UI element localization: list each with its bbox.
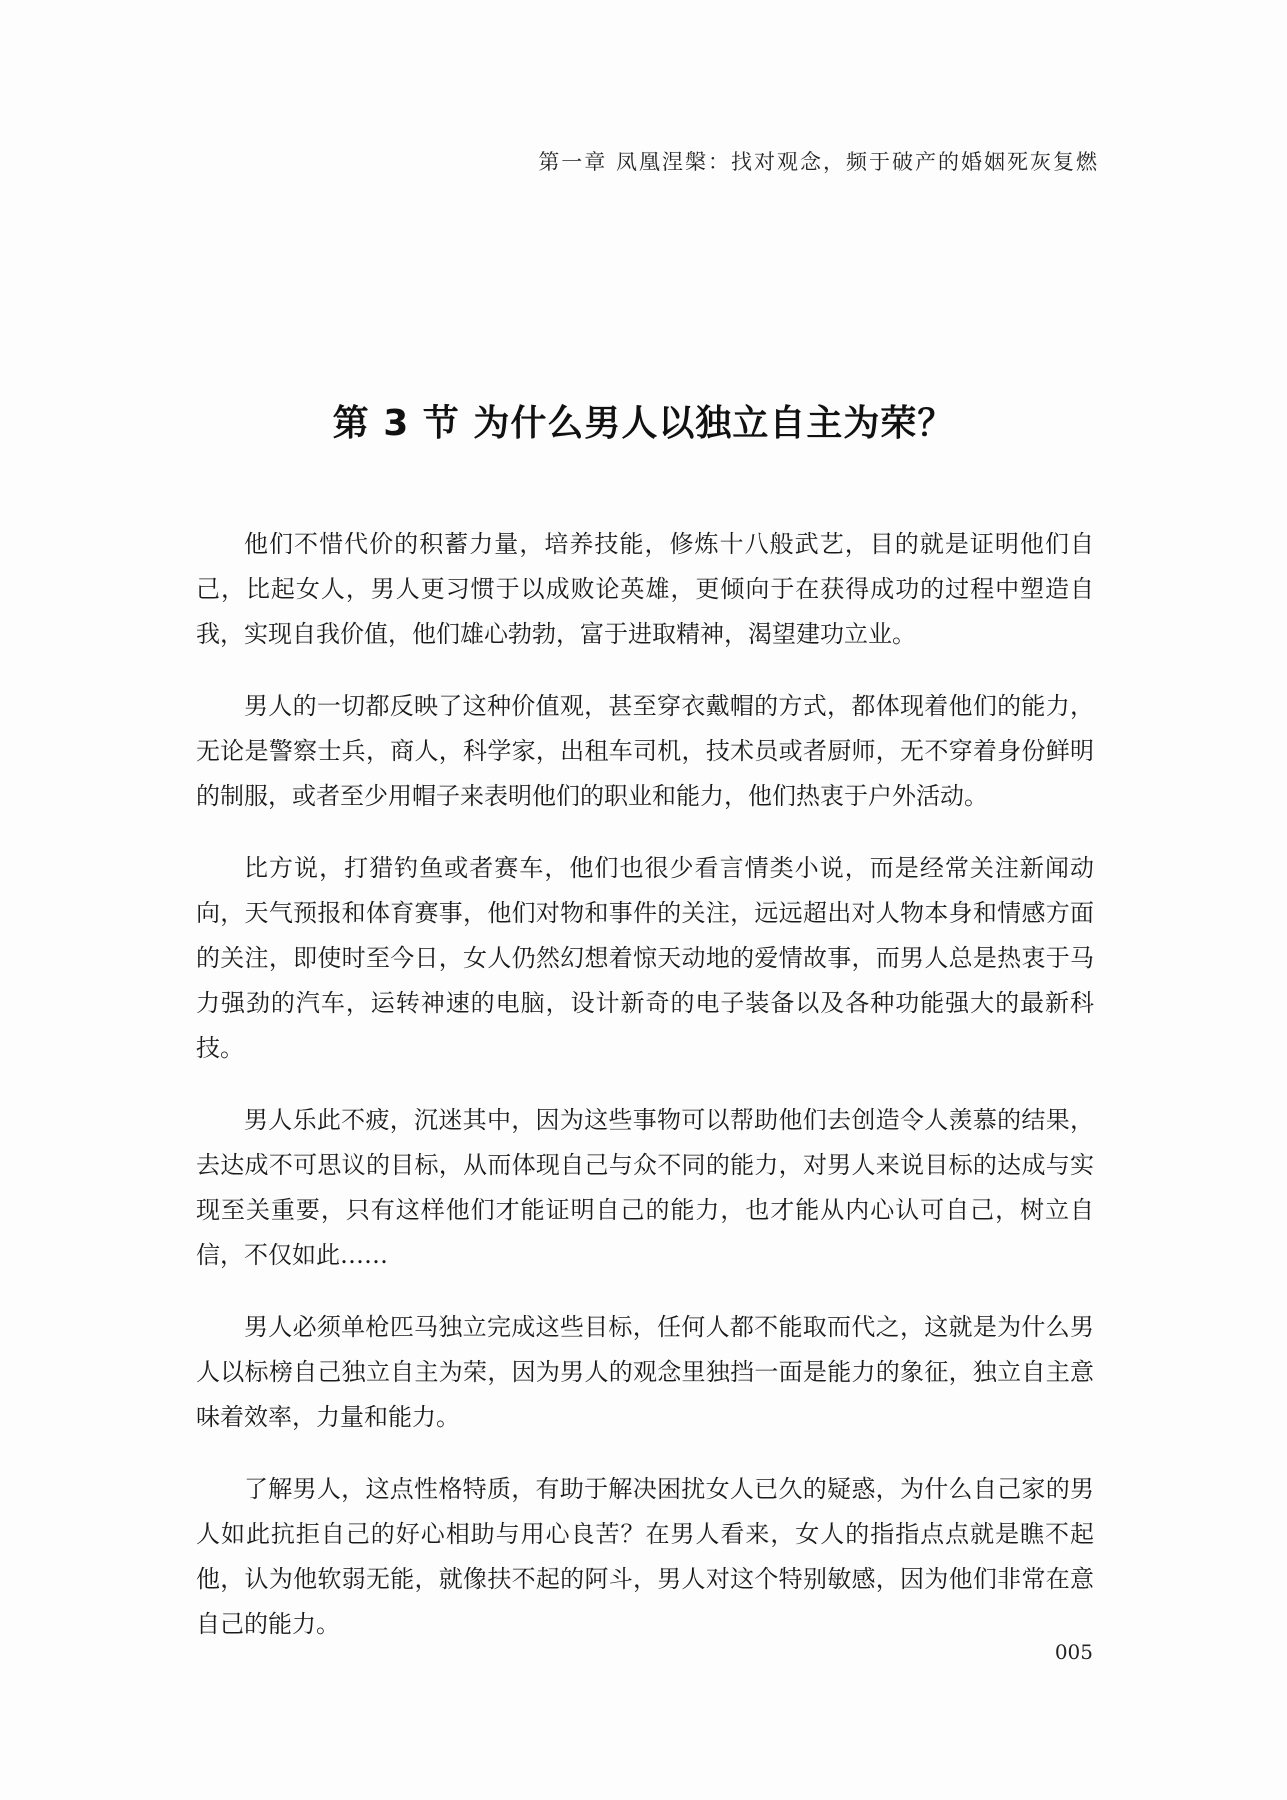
body-text	[196, 522, 1094, 1674]
running-head: 第一章 凤凰涅槃：找对观念，频于破产的婚姻死灰复燃	[538, 150, 1099, 174]
paragraph: 男人乐此不疲，沉迷其中，因为这些事物可以帮助他们去创造令人羡慕的结果，去达成不可思议的目标，从而体现自己与众不同的能力，对男人来说目标的达成与实现至关重要，只有这样他们才能证明自己的能力，也才能从内心认可自己，树立自信，不仅如此……	[196, 1106, 1094, 1269]
paragraph: 他们不惜代价的积蓄力量，培养技能，修炼十八般武艺，目的就是证明他们自己，比起女人，男人更习惯于以成败论英雄，更倾向于在获得成功的过程中塑造自我，实现自我价值，他们雄心勃勃，富于进取精神，渴望建功立业。	[196, 530, 1094, 648]
paragraph: 比方说，打猎钓鱼或者赛车，他们也很少看言情类小说，而是经常关注新闻动向，天气预报和体育赛事，他们对物和事件的关注，远远超出对人物本身和情感方面的关注，即使时至今日，女人仍然幻想着惊天动地的爱情故事，而男人总是热衷于马力强劲的汽车，运转神速的电脑，设计新奇的电子装备以及各种功能强大的最新科技。	[196, 854, 1094, 1062]
paragraph: 男人的一切都反映了这种价值观，甚至穿衣戴帽的方式，都体现着他们的能力，无论是警察士兵，商人，科学家，出租车司机，技术员或者厨师，无不穿着身份鲜明的制服，或者至少用帽子来表明他们的职业和能力，他们热衷于户外活动。	[196, 692, 1094, 810]
paragraph: 了解男人，这点性格特质，有助于解决困扰女人已久的疑惑，为什么自己家的男人如此抗拒自己的好心相助与用心良苦？在男人看来，女人的指指点点就是瞧不起他，认为他软弱无能，就像扶不起的阿斗，男人对这个特别敏感，因为他们非常在意自己的能力。	[196, 1475, 1094, 1638]
paragraph: 男人必须单枪匹马独立完成这些目标，任何人都不能取而代之，这就是为什么男人以标榜自己独立自主为荣，因为男人的观念里独挡一面是能力的象征，独立自主意味着效率，力量和能力。	[196, 1313, 1094, 1431]
page-number: 005	[1054, 1640, 1093, 1664]
section-title: 第 3 节 为什么男人以独立自主为荣？	[332, 403, 955, 444]
